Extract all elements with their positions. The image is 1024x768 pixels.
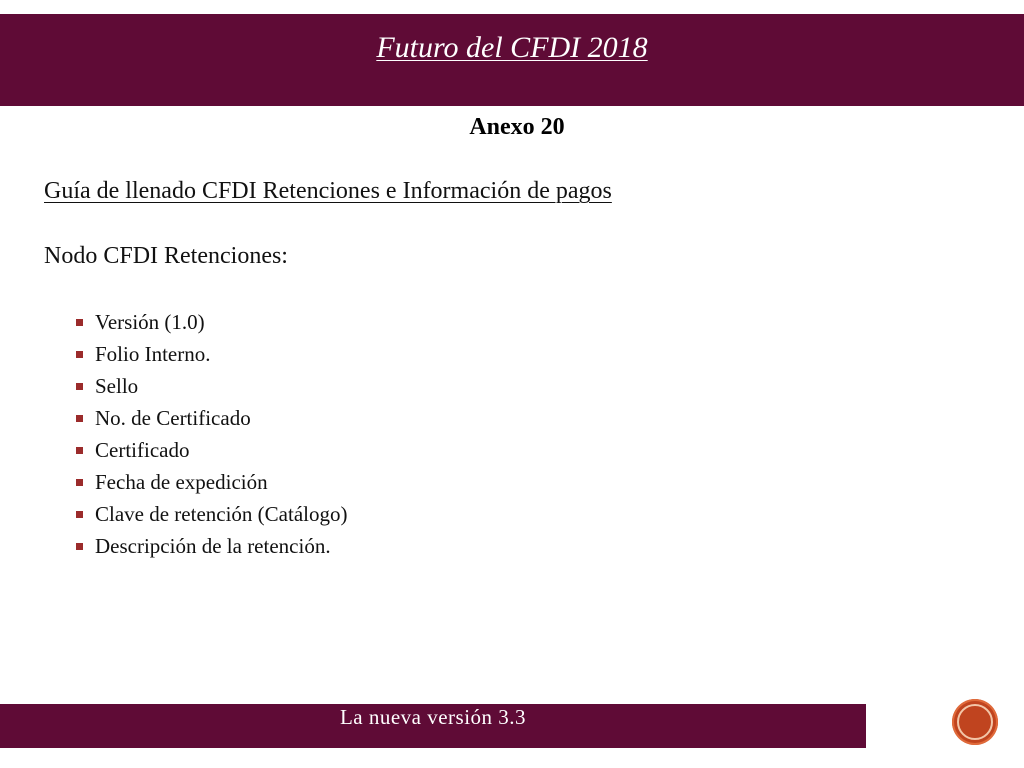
list-item: [76, 338, 347, 370]
list-item-label: Folio Interno.: [95, 341, 211, 366]
footer-text: La nueva versión 3.3: [339, 705, 527, 729]
square-bullet-icon: [76, 511, 83, 518]
square-bullet-icon: [76, 479, 83, 486]
square-bullet-icon: [76, 383, 83, 390]
square-bullet-icon: [76, 319, 83, 326]
list-item-label: Sello: [95, 373, 139, 398]
badge-ring: [957, 704, 993, 740]
square-bullet-icon: [76, 447, 83, 454]
node-heading: Nodo CFDI Retenciones:: [44, 243, 288, 269]
annex-title: Anexo 20: [469, 114, 565, 140]
list-item: [76, 434, 347, 466]
list-item: [76, 402, 347, 434]
list-item: [76, 466, 347, 498]
list-item: [76, 530, 347, 562]
square-bullet-icon: [76, 351, 83, 358]
list-item: [76, 306, 347, 338]
list-item-label: Descripción de la retención.: [95, 533, 331, 558]
list-item: [76, 370, 347, 402]
list-item: [76, 498, 347, 530]
square-bullet-icon: [76, 415, 83, 422]
retention-fields-list: [76, 306, 347, 562]
list-item-label: No. de Certificado: [95, 405, 251, 430]
square-bullet-icon: [76, 543, 83, 550]
list-item-label: Clave de retención (Catálogo): [95, 501, 348, 526]
guide-heading: Guía de llenado CFDI Retenciones e Información de pagos: [44, 178, 612, 204]
list-item-label: Fecha de expedición: [95, 469, 268, 494]
slide-title: Futuro del CFDI 2018: [376, 31, 648, 64]
circle-badge-icon: [952, 699, 998, 745]
list-item-label: Versión (1.0): [95, 309, 205, 334]
list-item-label: Certificado: [95, 437, 190, 462]
